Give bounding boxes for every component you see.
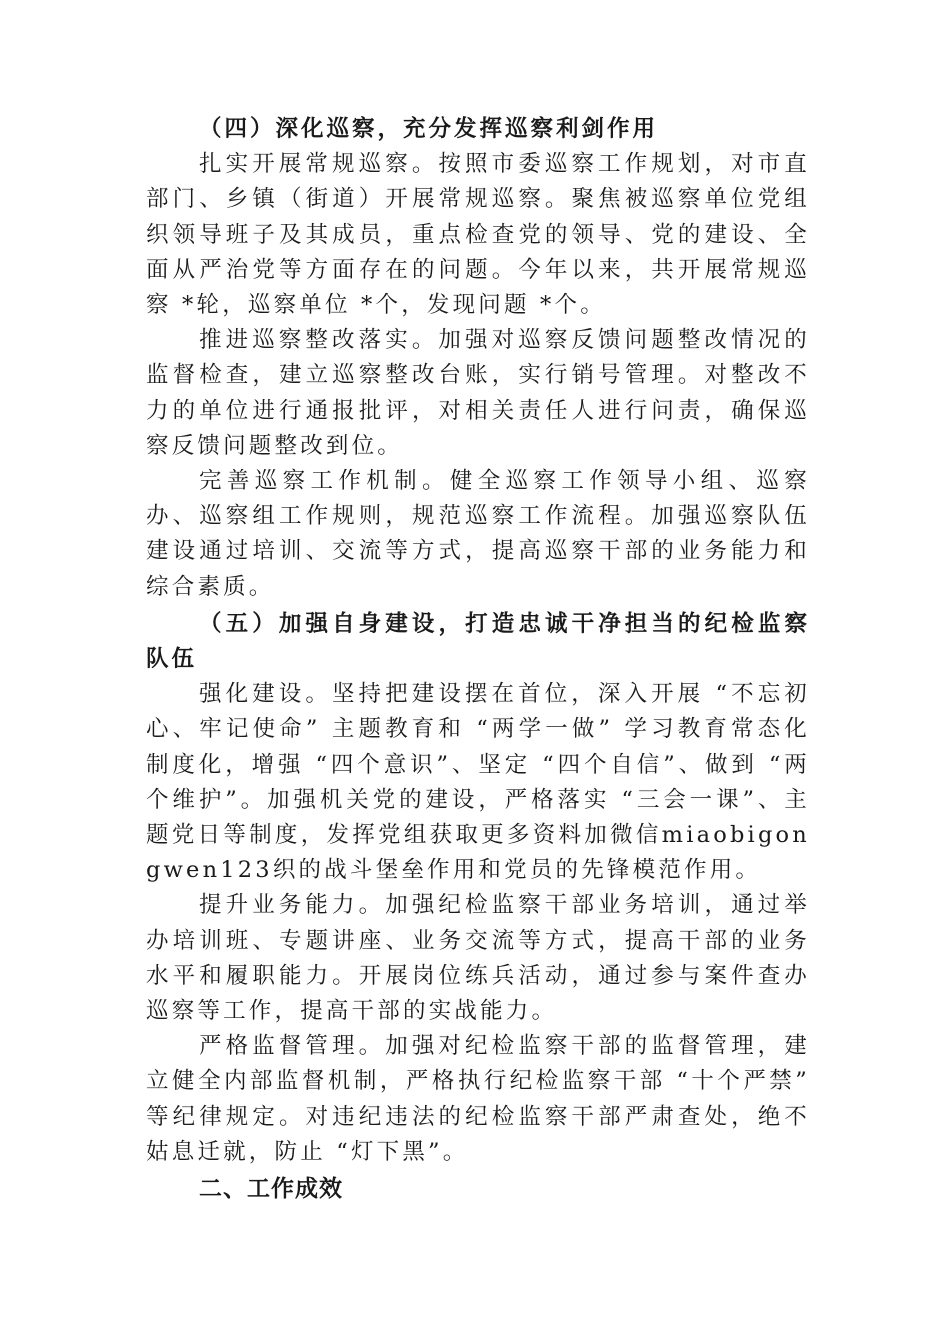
subsection-heading-4: （四）深化巡察，充分发挥巡察利剑作用 [199, 116, 659, 142]
section-heading: 二、工作成效 [199, 1176, 343, 1203]
body-paragraph: 提升业务能力。加强纪检监察干部业务培训，通过举办培训班、专题讲座、业务交流等方式，提高干部的业务水平和履职能力。开展岗位练兵活动，通过参与案件查办巡察等工作，提高干部的实战能力。 [146, 892, 810, 1025]
body-paragraph: 推进巡察整改落实。加强对巡察反馈问题整改情况的监督检查，建立巡察整改台账，实行销号管理。对整改不力的单位进行通报批评，对相关责任人进行问责，确保巡察反馈问题整改到位。 [146, 327, 810, 459]
body-paragraph: 强化建设。坚持把建设摆在首位，深入开展 “不忘初心、牢记使命” 主题教育和 “两学一做” 学习教育常态化制度化，增强 “四个意识”、坚定 “四个自信”、做到 “两个维护”。加强机关党的建设，严格落实 “三会一课”、主题党日等制度，发挥党组获取更多资料加微信miaobigongwen123织的战斗堡垒作用和党员的先锋模范作用。 [146, 681, 810, 884]
body-paragraph: 严格监督管理。加强对纪检监察干部的监督管理，建立健全内部监督机制，严格执行纪检监察干部 “十个严禁” 等纪律规定。对违纪违法的纪检监察干部严肃查处，绝不姑息迁就，防止 “灯下黑”。 [146, 1033, 810, 1165]
body-paragraph: 完善巡察工作机制。健全巡察工作领导小组、巡察办、巡察组工作规则，规范巡察工作流程。加强巡察队伍建设通过培训、交流等方式，提高巡察干部的业务能力和综合素质。 [146, 468, 810, 600]
body-paragraph: 扎实开展常规巡察。按照市委巡察工作规划，对市直部门、乡镇（街道）开展常规巡察。聚焦被巡察单位党组织领导班子及其成员，重点检查党的领导、党的建设、全面从严治党等方面存在的问题。今年以来，共开展常规巡察 *轮，巡察单位 *个，发现问题 *个。 [146, 151, 810, 319]
document-page [146, 112, 810, 1207]
subsection-heading-5: （五）加强自身建设，打造忠诚干净担当的纪检监察队伍 [146, 610, 810, 673]
